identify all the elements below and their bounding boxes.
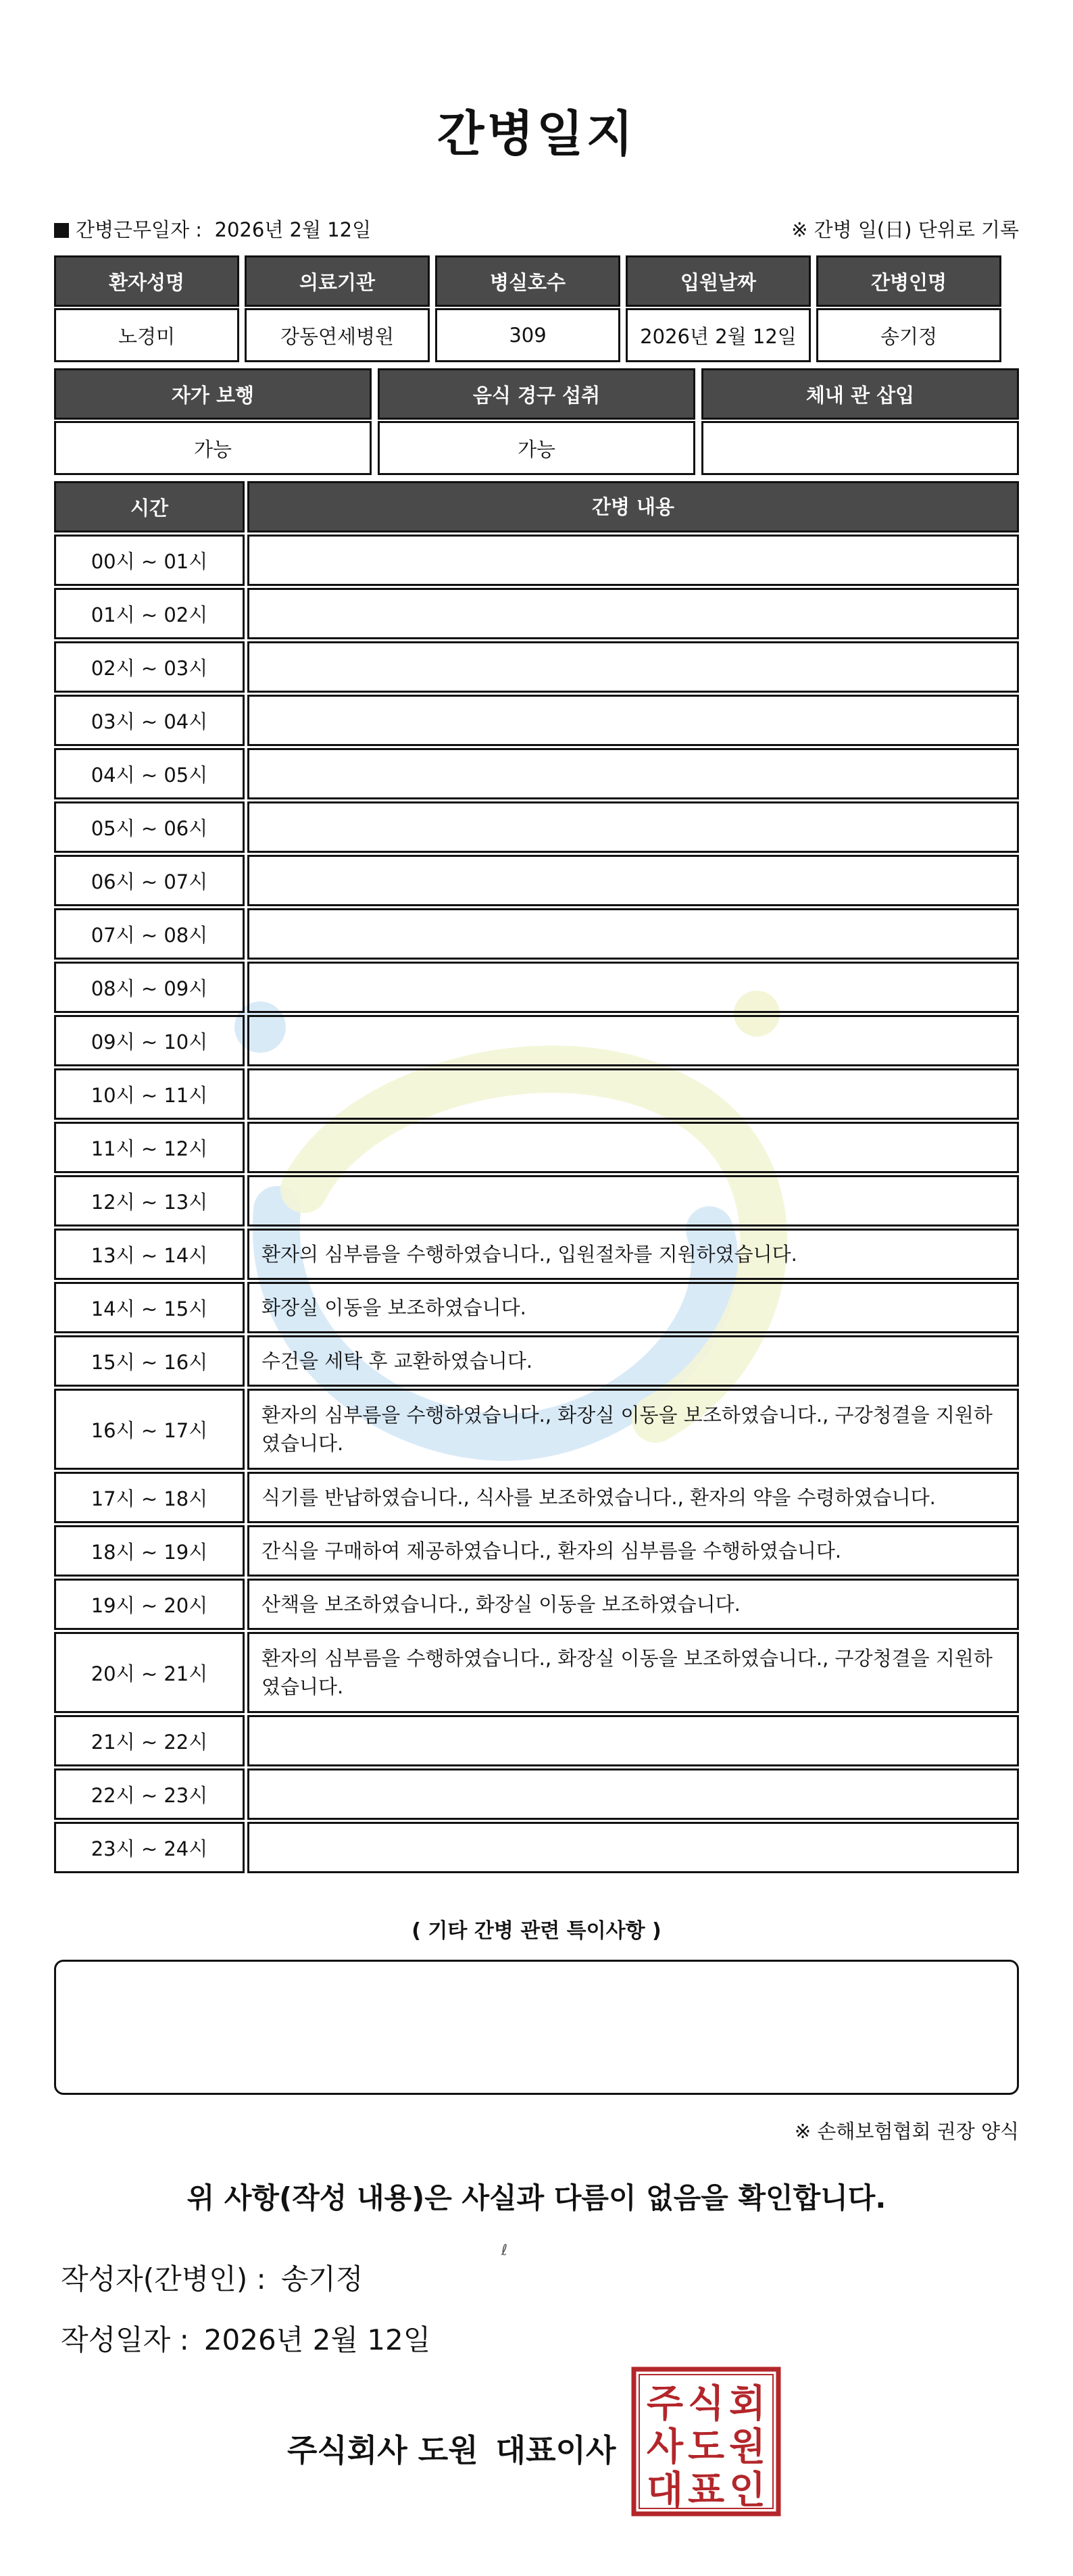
care-content-field[interactable]: [247, 535, 1019, 586]
written-date-label: 작성일자 :: [61, 2323, 189, 2356]
time-slot: 20시 ~ 21시: [54, 1632, 245, 1713]
care-content-field[interactable]: 산책을 보조하였습니다., 화장실 이동을 보조하였습니다.: [247, 1579, 1019, 1630]
time-slot: 15시 ~ 16시: [54, 1335, 245, 1387]
remarks-title: ( 기타 간병 관련 특이사항 ): [411, 1919, 662, 1943]
header-care-content: 간병 내용: [247, 481, 1019, 532]
oral-intake-field[interactable]: 가능: [378, 421, 695, 475]
svg-text:대: 대: [646, 2469, 684, 2512]
page-title: 간병일지: [436, 105, 637, 162]
confirmation-statement: 위 사항(작성 내용)은 사실과 다름이 없음을 확인합니다.: [186, 2181, 887, 2214]
svg-text:원: 원: [728, 2425, 766, 2469]
care-content-field[interactable]: 수건을 세탁 후 교환하였습니다.: [247, 1335, 1019, 1387]
care-content-field[interactable]: [247, 1715, 1019, 1766]
care-content-field[interactable]: 환자의 심부름을 수행하였습니다., 화장실 이동을 보조하였습니다., 구강청결을 지원하였습니다.: [247, 1632, 1019, 1713]
header-admission-date: 입원날짜: [626, 255, 811, 307]
table-row: [54, 588, 1019, 639]
svg-text:주: 주: [646, 2382, 684, 2426]
caregiver-field[interactable]: 송기정: [816, 308, 1001, 362]
header-oral-intake: 음식 경구 섭취: [378, 368, 695, 420]
time-slot: 12시 ~ 13시: [54, 1175, 245, 1227]
table-row: [54, 1282, 1019, 1333]
work-date-label: 간병근무일자 :: [76, 218, 203, 241]
header-patient-name: 환자성명: [54, 255, 239, 307]
care-content-field[interactable]: [247, 1015, 1019, 1066]
svg-text:인: 인: [728, 2469, 766, 2512]
table-row: [54, 748, 1019, 799]
room-field[interactable]: 309: [435, 308, 620, 362]
care-log-header: [54, 481, 1019, 532]
table-row: [54, 1472, 1019, 1523]
time-slot: 19시 ~ 20시: [54, 1579, 245, 1630]
care-content-field[interactable]: [247, 1822, 1019, 1873]
table-row: [54, 908, 1019, 960]
table-row: [54, 801, 1019, 853]
header-tube: 체내 관 삽입: [701, 368, 1019, 420]
time-slot: 21시 ~ 22시: [54, 1715, 245, 1766]
company-name: 주식회사 도원: [287, 2432, 478, 2469]
pen-mark: ℓ: [501, 2242, 508, 2259]
table-row: [54, 1068, 1019, 1120]
time-slot: 22시 ~ 23시: [54, 1768, 245, 1820]
header-caregiver: 간병인명: [816, 255, 1001, 307]
record-unit-note: ※ 간병 일(日) 단위로 기록: [791, 218, 1019, 241]
table-row: [54, 641, 1019, 693]
svg-text:표: 표: [687, 2469, 725, 2512]
company-signature: [287, 2426, 616, 2471]
time-slot: 04시 ~ 05시: [54, 748, 245, 799]
time-slot: 05시 ~ 06시: [54, 801, 245, 853]
table-row: [54, 1015, 1019, 1066]
table-row: [54, 1122, 1019, 1173]
care-content-field[interactable]: [247, 855, 1019, 906]
care-content-field[interactable]: [247, 748, 1019, 799]
company-seal-stamp: [630, 2365, 782, 2518]
hospital-field[interactable]: 강동연세병원: [245, 308, 430, 362]
table-row: [54, 1768, 1019, 1820]
care-content-field[interactable]: 식기를 반납하였습니다., 식사를 보조하였습니다., 환자의 약을 수령하였습니다.: [247, 1472, 1019, 1523]
table-row: [54, 1335, 1019, 1387]
time-slot: 14시 ~ 15시: [54, 1282, 245, 1333]
table-row: [54, 1229, 1019, 1280]
care-content-field[interactable]: 환자의 심부름을 수행하였습니다., 입원절차를 지원하였습니다.: [247, 1229, 1019, 1280]
table-row: [54, 535, 1019, 586]
care-content-field[interactable]: 환자의 심부름을 수행하였습니다., 화장실 이동을 보조하였습니다., 구강청결을 지원하였습니다.: [247, 1389, 1019, 1470]
header-walking: 자가 보행: [54, 368, 372, 420]
time-slot: 02시 ~ 03시: [54, 641, 245, 693]
care-content-field[interactable]: [247, 1122, 1019, 1173]
patient-name-field[interactable]: 노경미: [54, 308, 239, 362]
table-row: [54, 1175, 1019, 1227]
form-source-note: ※ 손해보험협회 권장 양식: [794, 2120, 1019, 2143]
time-slot: 09시 ~ 10시: [54, 1015, 245, 1066]
care-content-field[interactable]: [247, 1768, 1019, 1820]
header-room: 병실호수: [435, 255, 620, 307]
care-content-field[interactable]: [247, 962, 1019, 1013]
care-content-field[interactable]: [247, 695, 1019, 746]
time-slot: 11시 ~ 12시: [54, 1122, 245, 1173]
time-slot: 23시 ~ 24시: [54, 1822, 245, 1873]
time-slot: 07시 ~ 08시: [54, 908, 245, 960]
header-hospital: 의료기관: [245, 255, 430, 307]
writer-name[interactable]: 송기정: [280, 2262, 364, 2296]
time-slot: 03시 ~ 04시: [54, 695, 245, 746]
square-bullet-icon: [54, 223, 69, 238]
patient-status-table: [54, 368, 1019, 475]
care-content-field[interactable]: [247, 1175, 1019, 1227]
svg-text:도: 도: [687, 2425, 725, 2469]
time-slot: 10시 ~ 11시: [54, 1068, 245, 1120]
svg-text:사: 사: [646, 2425, 684, 2469]
meta-row: [54, 215, 1019, 242]
walking-field[interactable]: 가능: [54, 421, 372, 475]
table-row: [54, 855, 1019, 906]
time-slot: 17시 ~ 18시: [54, 1472, 245, 1523]
care-content-field[interactable]: [247, 801, 1019, 853]
care-log-rows: [54, 535, 1019, 1873]
patient-info-table: [54, 255, 1019, 362]
table-row: [54, 1822, 1019, 1873]
writer-line: [61, 2257, 363, 2298]
table-row: [54, 1525, 1019, 1577]
care-content-field[interactable]: [247, 908, 1019, 960]
header-time: 시간: [54, 481, 245, 532]
table-row: [54, 1715, 1019, 1766]
table-row: [54, 1579, 1019, 1630]
table-row: [54, 695, 1019, 746]
work-date-value: 2026년 2월 12일: [214, 218, 372, 241]
care-content-field[interactable]: 화장실 이동을 보조하였습니다.: [247, 1282, 1019, 1333]
svg-text:식: 식: [687, 2382, 725, 2426]
time-slot: 16시 ~ 17시: [54, 1389, 245, 1470]
care-content-field[interactable]: 간식을 구매하여 제공하였습니다., 환자의 심부름을 수행하였습니다.: [247, 1525, 1019, 1577]
time-slot: 06시 ~ 07시: [54, 855, 245, 906]
time-slot: 01시 ~ 02시: [54, 588, 245, 639]
writer-label: 작성자(간병인) :: [61, 2262, 266, 2296]
table-row: [54, 1632, 1019, 1713]
written-date-value[interactable]: 2026년 2월 12일: [203, 2323, 431, 2356]
tube-field[interactable]: [701, 421, 1019, 475]
care-content-field[interactable]: [247, 588, 1019, 639]
care-content-field[interactable]: [247, 641, 1019, 693]
svg-text:회: 회: [728, 2382, 766, 2426]
care-log-table: [54, 481, 1019, 1873]
admission-date-field[interactable]: 2026년 2월 12일: [626, 308, 811, 362]
table-row: [54, 962, 1019, 1013]
table-row: [54, 1389, 1019, 1470]
remarks-field[interactable]: [54, 1960, 1019, 2095]
written-date-line: [61, 2318, 430, 2358]
representative-title: 대표이사: [495, 2432, 616, 2469]
time-slot: 13시 ~ 14시: [54, 1229, 245, 1280]
time-slot: 18시 ~ 19시: [54, 1525, 245, 1577]
care-content-field[interactable]: [247, 1068, 1019, 1120]
time-slot: 08시 ~ 09시: [54, 962, 245, 1013]
time-slot: 00시 ~ 01시: [54, 535, 245, 586]
work-date: [54, 215, 371, 243]
